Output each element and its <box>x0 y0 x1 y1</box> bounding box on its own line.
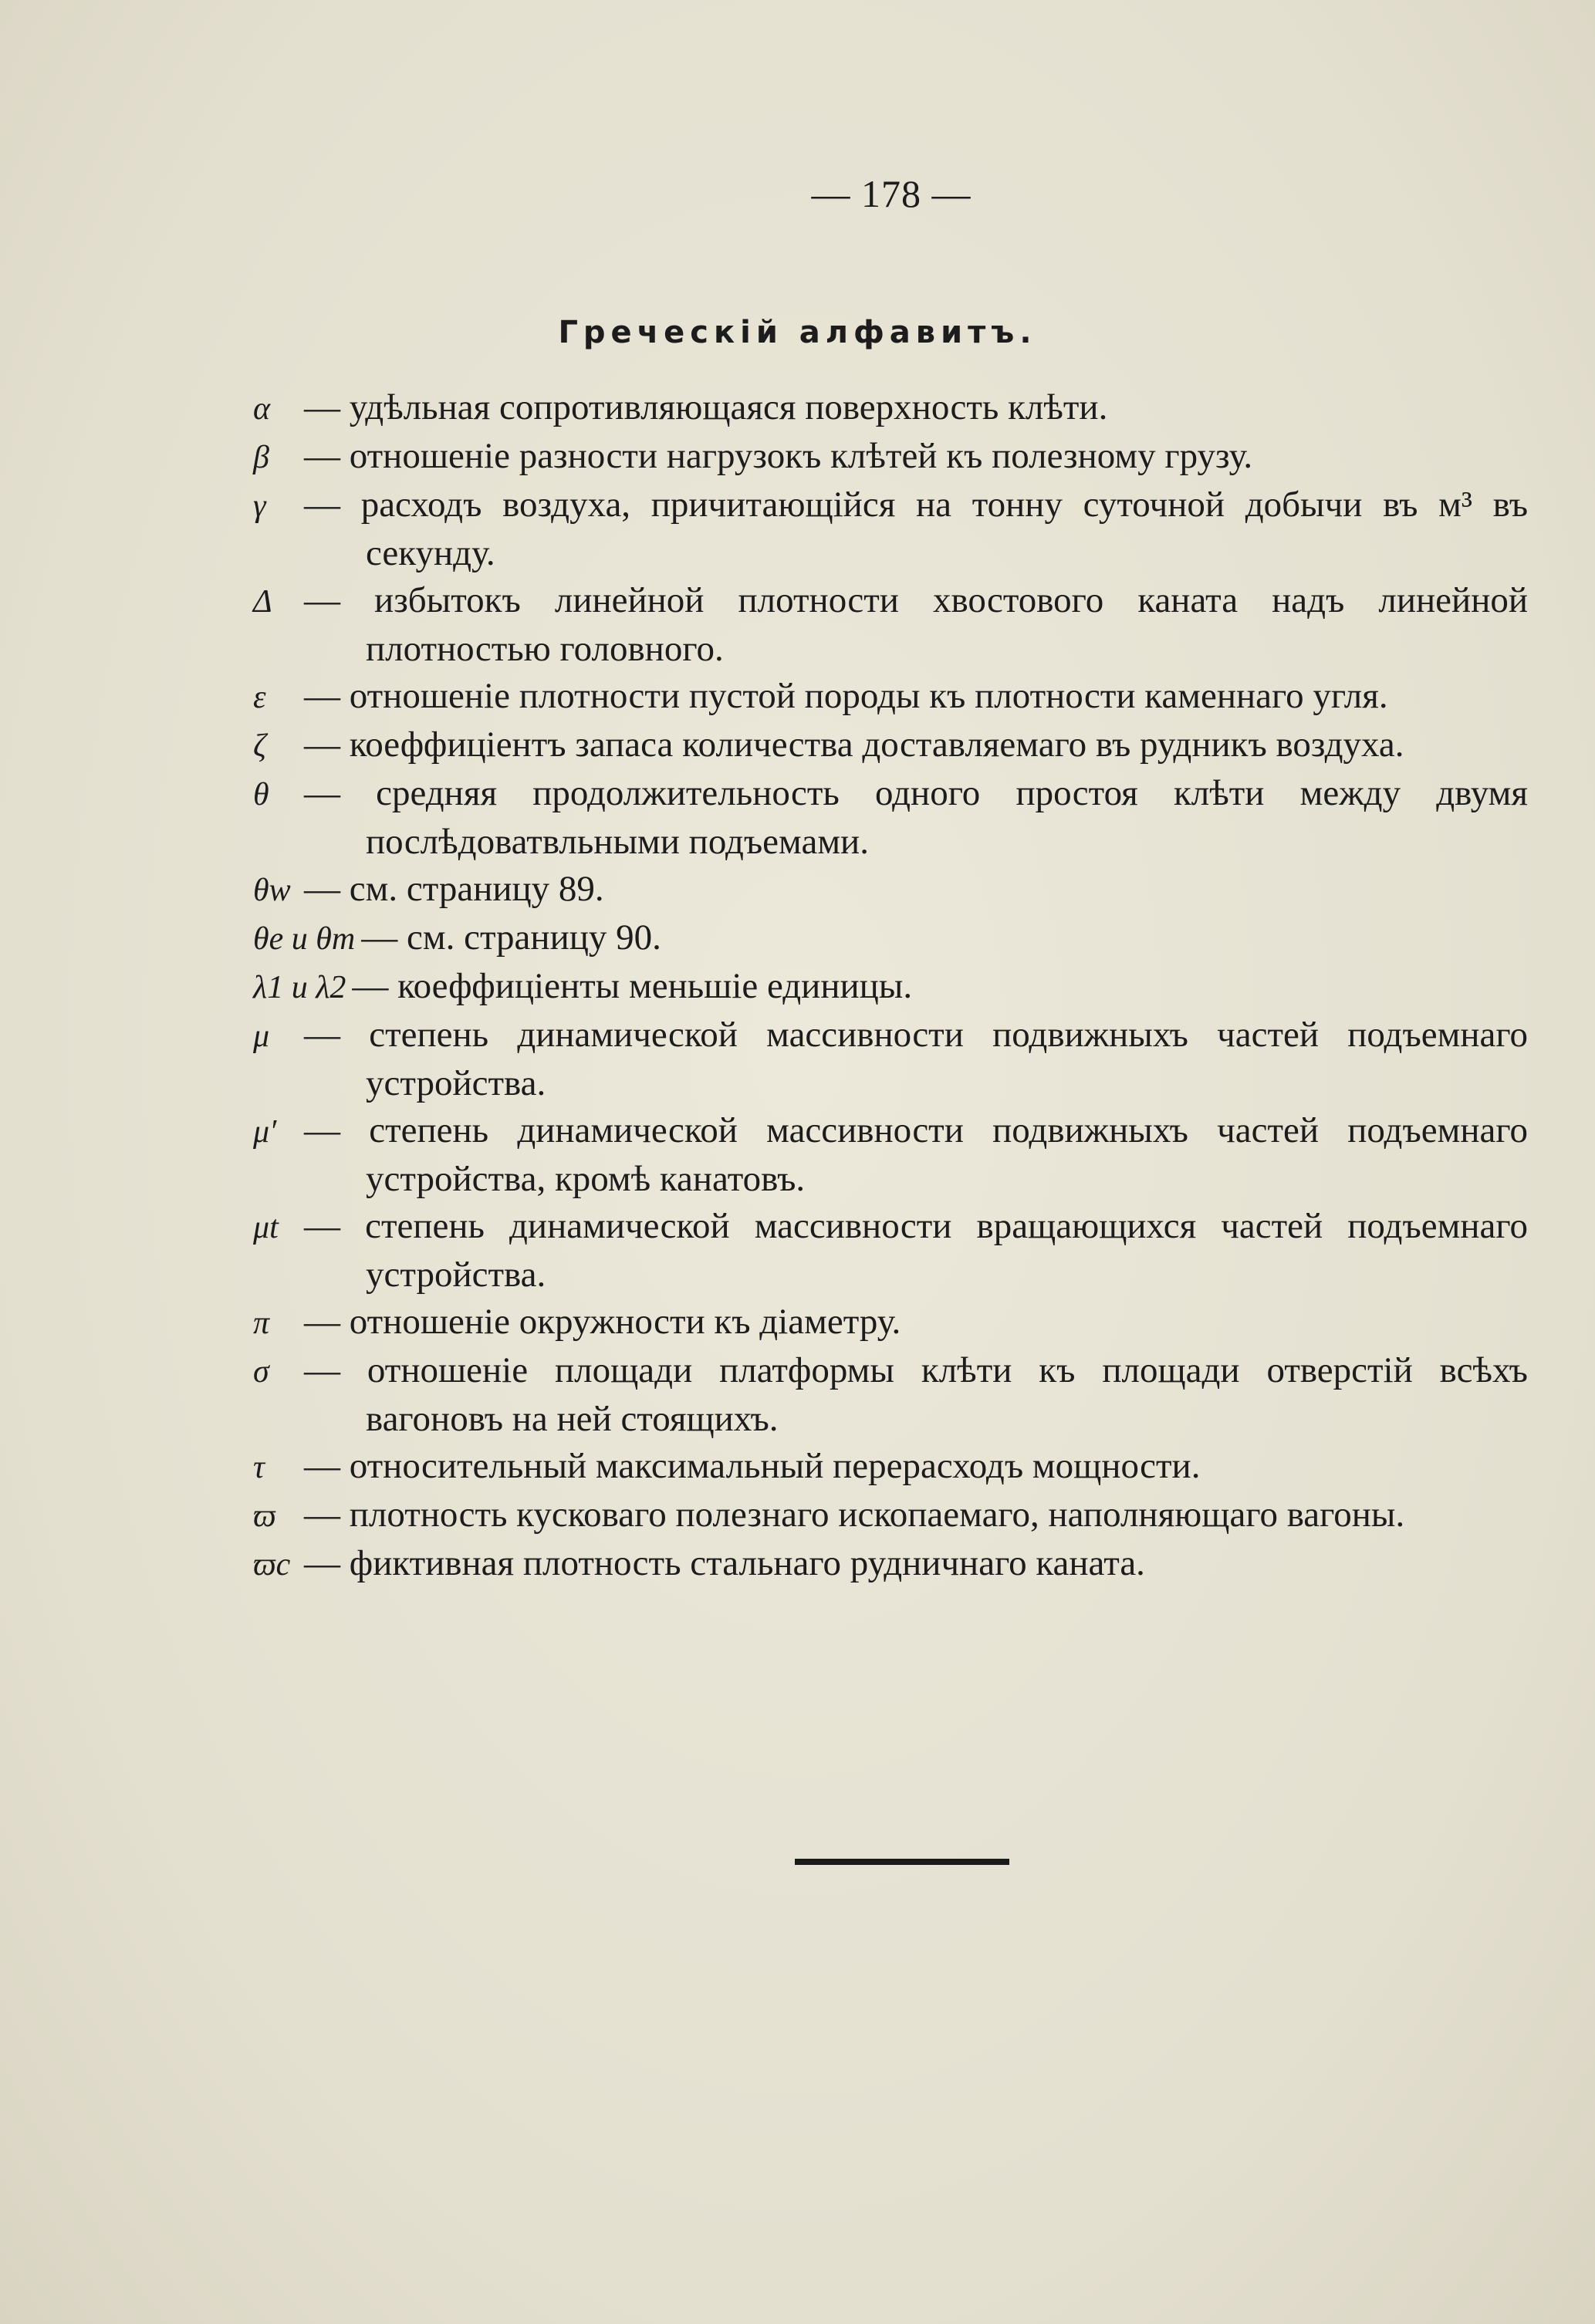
entry-text: — отношеніе разности нагрузокъ клѣтей къ полезному грузу. <box>304 436 1253 476</box>
entry-symbol: μt <box>253 1210 279 1245</box>
entry-symbol: μ <box>253 1018 270 1054</box>
list-item <box>253 673 1528 721</box>
page-number: — 178 — <box>811 172 972 215</box>
entry-symbol: ϖ <box>253 1498 276 1534</box>
entry-symbol: λ1 и λ2 <box>253 970 346 1005</box>
list-item <box>253 1107 1528 1203</box>
entry-symbol: γ <box>253 488 266 524</box>
list-item <box>253 721 1528 770</box>
list-item <box>253 1299 1528 1347</box>
list-item <box>253 1491 1528 1540</box>
list-item <box>253 384 1528 433</box>
list-item <box>253 770 1528 866</box>
list-item <box>253 1203 1528 1299</box>
list-item <box>253 866 1528 914</box>
entry-text: — коеффиціенты меньшіе единицы. <box>352 966 913 1006</box>
entry-text: — средняя продолжительность одного простоя клѣти между двумя послѣдоватвльными подъемами. <box>304 773 1528 862</box>
entry-text: — отношеніе площади платформы клѣти къ площади отверстій всѣхъ вагоновъ на ней стоящихъ. <box>304 1350 1528 1439</box>
entry-text: — степень динамической массивности подвижныхъ частей подъемнаго устройства. <box>304 1015 1528 1103</box>
entry-symbol: θ <box>253 777 269 812</box>
list-item <box>253 1012 1528 1107</box>
list-item <box>253 481 1528 577</box>
entry-text: — плотность кусковаго полезнаго ископаемаго, наполняющаго вагоны. <box>304 1495 1405 1535</box>
entry-text: — коеффиціентъ запаса количества доставляемаго въ рудникъ воздуха. <box>304 725 1404 765</box>
entry-symbol: ε <box>253 680 266 715</box>
entry-symbol: α <box>253 391 271 427</box>
entry-text: — отношеніе плотности пустой породы къ плотности каменнаго угля. <box>304 676 1388 716</box>
entry-symbol: β <box>253 440 269 475</box>
entry-symbol: ζ <box>253 728 267 764</box>
entry-text: — степень динамической массивности вращающихся частей подъемнаго устройства. <box>304 1206 1528 1295</box>
entry-symbol: Δ <box>253 584 272 620</box>
entry-text: — удѣльная сопротивляющаяся поверхность клѣти. <box>304 387 1108 427</box>
entry-text: — расходъ воздуха, причитающійся на тонну суточной добычи въ м³ въ секунду. <box>304 485 1528 573</box>
list-item <box>253 1347 1528 1443</box>
list-item <box>253 577 1528 673</box>
entry-symbol: σ <box>253 1354 269 1390</box>
entry-text: — отношеніе окружности къ діаметру. <box>304 1302 901 1342</box>
end-rule <box>795 1859 1009 1865</box>
entry-text: — относительный максимальный перерасходъ мощности. <box>304 1446 1201 1486</box>
entry-symbol: π <box>253 1306 270 1341</box>
list-item <box>253 914 1528 963</box>
entry-text: — степень динамической массивности подвижныхъ частей подъемнаго устройства, кромѣ канатовъ. <box>304 1110 1528 1199</box>
section-heading: Греческій алфавитъ. <box>558 315 1037 350</box>
entry-symbol: θe и θm <box>253 921 356 957</box>
entry-text: — см. страницу 90. <box>361 917 661 958</box>
entry-symbol: τ <box>253 1450 265 1485</box>
symbol-list <box>253 384 1528 1589</box>
list-item <box>253 1443 1528 1491</box>
entry-symbol: μ′ <box>253 1114 277 1150</box>
entry-text: — избытокъ линейной плотности хвостового каната надъ линейной плотностью головного. <box>304 580 1528 669</box>
entry-symbol: ϖc <box>253 1547 291 1583</box>
entry-text: — фиктивная плотность стальнаго рудничнаго каната. <box>304 1543 1145 1583</box>
list-item <box>253 433 1528 481</box>
entry-text: — см. страницу 89. <box>304 869 604 909</box>
entry-symbol: θw <box>253 873 291 908</box>
list-item <box>253 1540 1528 1589</box>
list-item <box>253 963 1528 1012</box>
